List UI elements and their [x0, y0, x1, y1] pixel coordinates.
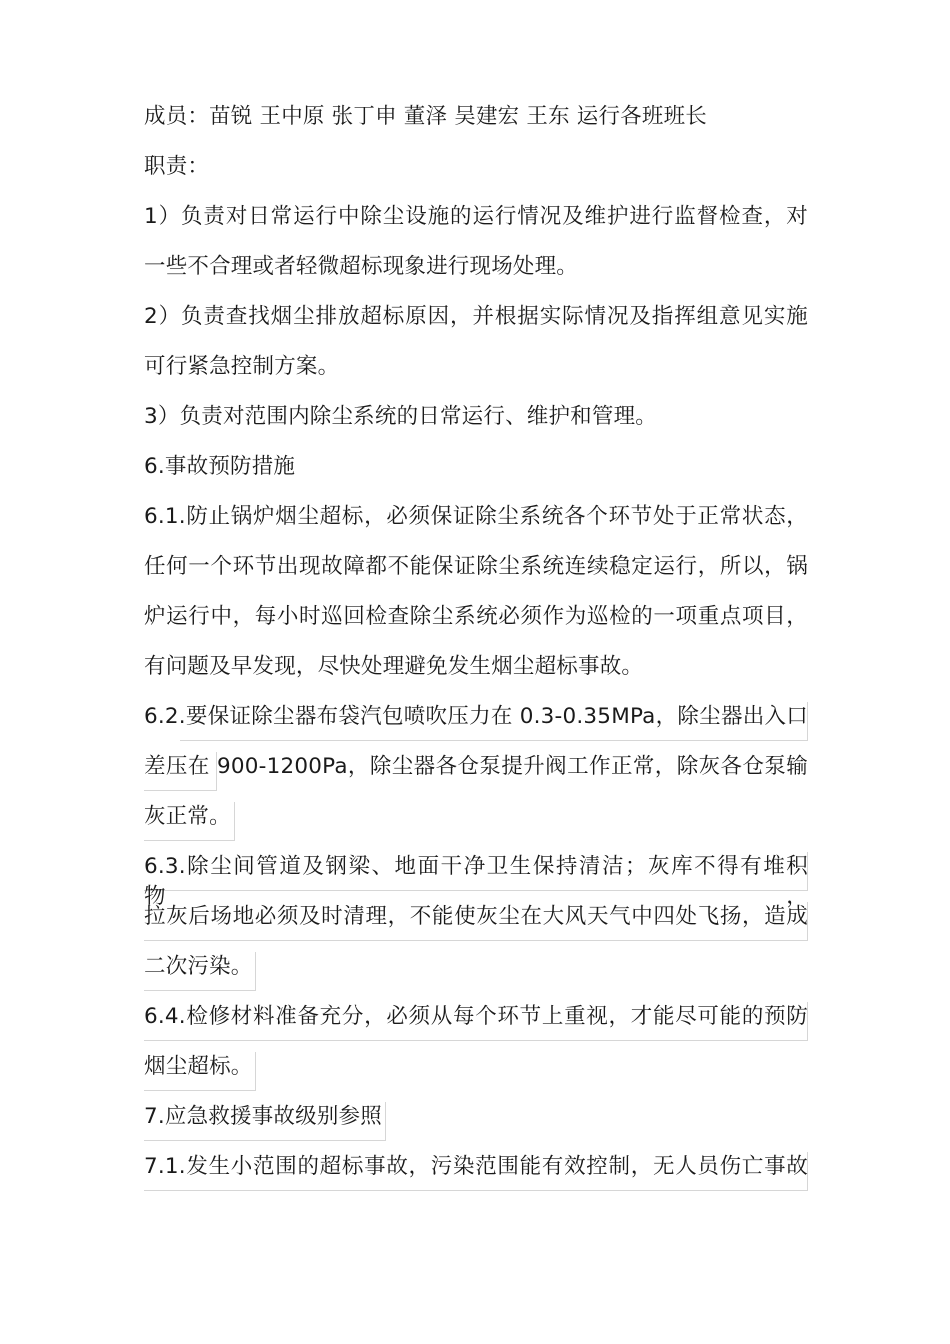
- item-6-4-line-2: 烟尘超标。: [144, 1054, 253, 1079]
- duty-3-line-1: 3）负责对范围内除尘系统的日常运行、维护和管理。: [144, 404, 657, 429]
- item-6-2-line-1: 6.2.要保证除尘器布袋汽包喷吹压力在 0.3-0.35MPa，除尘器出入口: [144, 704, 808, 729]
- duty-2-line-2: 可行紧急控制方案。: [144, 354, 340, 379]
- duty-2-line-1: 2）负责查找烟尘排放超标原因，并根据实际情况及指挥组意见实施: [144, 304, 808, 329]
- item-6-1-line-1: 6.1.防止锅炉烟尘超标，必须保证除尘系统各个环节处于正常状态，: [144, 504, 808, 529]
- item-7-1-line-1: 7.1.发生小范围的超标事故，污染范围能有效控制，无人员伤亡事故: [144, 1154, 808, 1179]
- item-6-2-line-3: 灰正常。: [144, 804, 231, 829]
- item-6-1-line-4: 有问题及早发现，尽快处理避免发生烟尘超标事故。: [144, 654, 644, 679]
- item-6-1-line-2: 任何一个环节出现故障都不能保证除尘系统连续稳定运行，所以，锅: [144, 554, 808, 579]
- item-6-4-line-1: 6.4.检修材料准备充分，必须从每个环节上重视，才能尽可能的预防: [144, 1004, 808, 1029]
- section-7-heading: 7.应急救援事故级别参照: [144, 1104, 382, 1129]
- item-6-2-line-2: 差压在 900-1200Pa，除尘器各仓泵提升阀工作正常，除灰各仓泵输: [144, 754, 808, 779]
- item-6-3-line-2: 拉灰后场地必须及时清理，不能使灰尘在大风天气中四处飞扬，造成: [144, 904, 808, 929]
- duty-1-line-1: 1）负责对日常运行中除尘设施的运行情况及维护进行监督检查，对: [144, 204, 808, 229]
- members-line: 成员：苗锐 王中原 张丁申 董泽 吴建宏 王东 运行各班班长: [144, 104, 708, 129]
- duties-heading: 职责：: [144, 154, 210, 179]
- item-6-1-line-3: 炉运行中，每小时巡回检查除尘系统必须作为巡检的一项重点项目，: [144, 604, 808, 629]
- item-6-3-line-3: 二次污染。: [144, 954, 253, 979]
- section-6-heading: 6.事故预防措施: [144, 454, 296, 479]
- duty-1-line-2: 一些不合理或者轻微超标现象进行现场处理。: [144, 254, 579, 279]
- item-6-3-line-1: 6.3.除尘间管道及钢梁、地面干净卫生保持清洁；灰库不得有堆积物，: [144, 854, 808, 909]
